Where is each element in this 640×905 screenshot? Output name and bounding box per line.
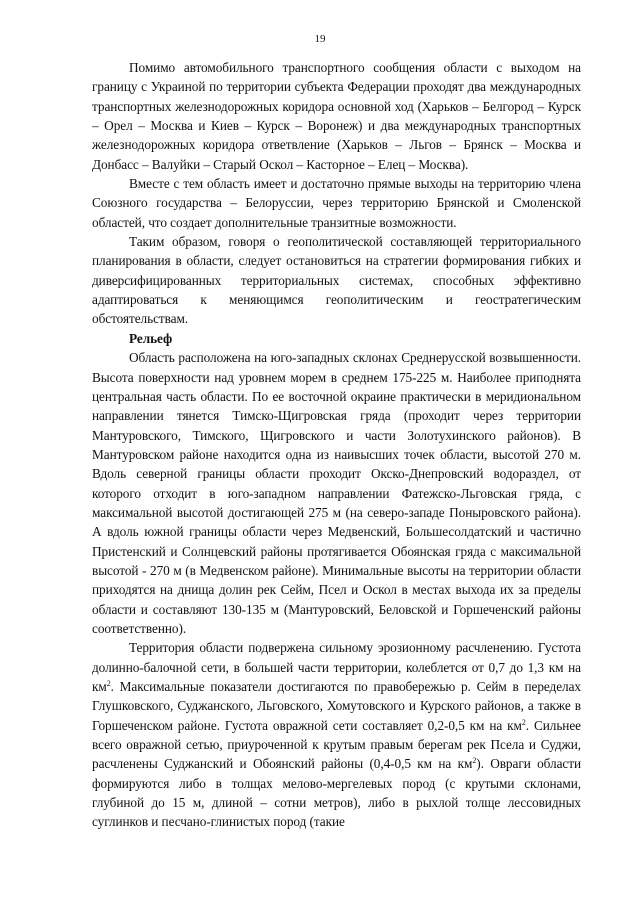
paragraph-geopolitics: Таким образом, говоря о геополитической составляющей территориального планирования в области, следует остановиться на стратегии формирования гибких и диверсифицированных территориальных системах, способных эффективно адаптироваться к меняющимся геополитическим и геостратегическим обстоятельствам. [92,234,581,327]
paragraph-belarus-access: Вместе с тем область имеет и достаточно прямые выходы на территорию члена Союзного государства – Белоруссии, через территорию Брянской и Смоленской областей, что создает дополнительные транзитные возможности. [92,176,581,230]
body-text [92,58,581,832]
superscript-2: 2 [472,756,477,766]
paragraph-relief: Область расположена на юго-западных склонах Среднерусской возвышенности. Высота поверхности над уровнем морем в среднем 175-225 м. Наиболее приподнята центральная часть области. По ее восточной окраине практически в меридиональном направлении тянется Тимско-Щигровская гряда (проходит через территории Мантуровского, Тимского, Щигровского и части Золотухинского районов). В Мантуровском районе находится одна из наивысших точек области, высотой 270 м. Вдоль северной границы области проходит Окско-Днепровский водораздел, от которого отходит в юго-западном направлении Фатежско-Льговская гряда, с максимальной высотой достигающей 275 м (на северо-западе Поныровского района). А вдоль южной границы области через Медвенский, Большесолдатский и частично Пристенский и Солнцевский районы протягивается Обоянская гряда с максимальной высотой - 270 м (в Медвенском районе). Минимальные высоты на территории области приходятся на днища долин рек Сейм, Псел и Оскол в местах выхода их за пределы области и составляют 130-135 м (Мантуровский, Беловской и Горшеченский районы соответственно). [92,350,581,636]
erosion-text-2: . Максимальные показатели достигаются по правобережью р. Сейм в переделах Глушковского, Суджанского, Льговского, Хомутовского и Курского районов, а также в Горшеченском районе. Густота овражной сети составляет 0,2-0,5 км на км [92,679,581,733]
paragraph-erosion [92,638,581,831]
superscript-2: 2 [521,717,526,727]
erosion-text-1: Территория области подвержена сильному эрозионному расчленению. Густота долинно-балочной сети, в большей части территории, колеблется от 0,7 до 1,3 км на км [92,640,581,694]
paragraph-transport-corridors: Помимо автомобильного транспортного сообщения области с выходом на границу с Украиной по территории субъекта Федерации проходят два международных транспортных железнодорожных коридора основной ход (Харьков – Белгород – Курск – Орел – Москва и Киев – Курск – Воронеж) и два международных транспортных железнодорожных коридора ответвление (Харьков – Льгов – Брянск – Москва и Донбасс – Валуйки – Старый Оскол – Касторное – Елец – Москва). [92,60,581,172]
erosion-text-3: . Сильнее всего овражной сетью, приуроченной к крутым правым берегам рек Псела и Суджи, расчленены Суджанский и Обоянский районы (0,4-0,5 км на км [92,717,581,772]
superscript-2: 2 [106,679,111,688]
erosion-text-4: ). Овраги области формируются либо в толщах мелово-мергелевых пород (с крутыми склонами, глубиной до 15 м, длиной – сотни метров), либо в рыхлой толще лессовидных суглинков и песчано-глинистых пород (такие [92,756,581,830]
page-number: 19 [314,33,326,45]
section-heading-relief: Рельеф [129,330,173,346]
